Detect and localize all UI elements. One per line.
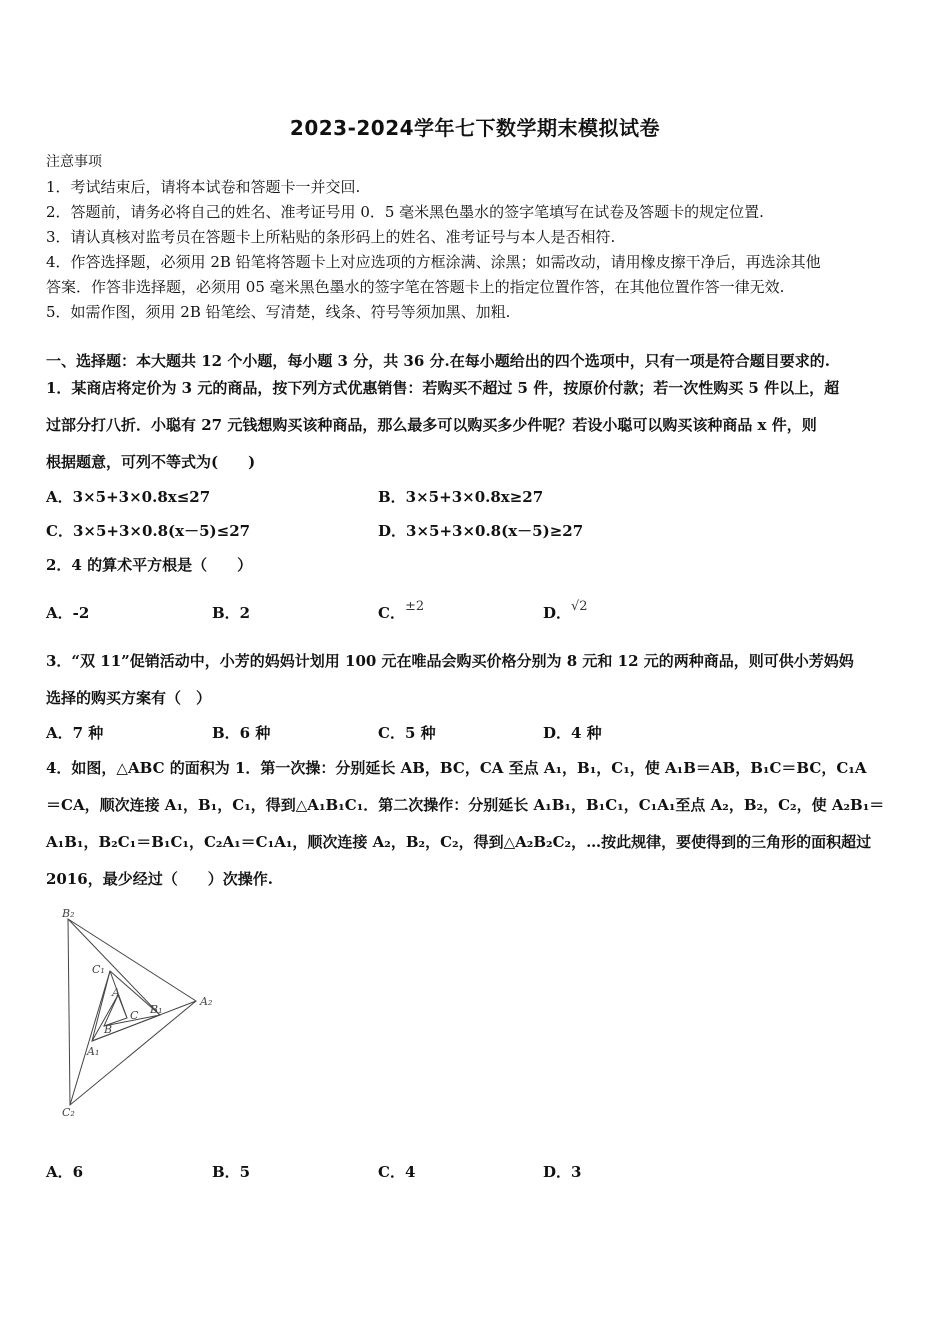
q2-option-b: B．2 [212,604,251,622]
q2-option-c [378,599,425,623]
q3-option-c: C．5 种 [378,724,436,742]
notice-item: 1．考试结束后，请将本试卷和答题卡一并交回. [46,178,361,196]
notice-item: 3．请认真核对监考员在答题卡上所粘贴的条形码上的姓名、准考证号与本人是否相符. [46,228,616,246]
q3-stem-line: 3．“双 11”促销活动中，小芳的妈妈计划用 100 元在唯品会购买价格分别为 8 元和 12 元的两种商品，则可供小芳妈妈 [46,652,854,670]
label-c2: C₂ [62,1106,75,1119]
notice-item: 4．作答选择题，必须用 2B 铅笔将答题卡上对应选项的方框涂满、涂黑；如需改动，请用橡皮擦干净后，再选涂其他 [46,253,821,271]
notice-item: 5．如需作图，须用 2B 铅笔绘、写清楚，线条、符号等须加黑、加粗. [46,303,511,321]
label-a: A [112,986,120,999]
q4-option-d: D．3 [543,1163,582,1181]
notice-item: 答案．作答非选择题，必须用 05 毫米黑色墨水的签字笔在答题卡上的指定位置作答，在其他位置作答一律无效. [46,278,785,296]
q4-stem-line: 4．如图，△ABC 的面积为 1．第一次操：分别延长 AB，BC，CA 至点 A₁，B₁，C₁，使 A₁B＝AB，B₁C＝BC，C₁A [46,759,867,777]
q4-option-b: B．5 [212,1163,251,1181]
q4-option-c: C．4 [378,1163,416,1181]
label-b: B [104,1023,113,1036]
q3-option-b: B．6 种 [212,724,271,742]
q1-stem-line: 过部分打八折．小聪有 27 元钱想购买该种商品，那么最多可以购买多少件呢？若设小聪可以购买该种商品 x 件，则 [46,416,817,434]
label-a1: A₁ [87,1045,100,1058]
q4-stem-line: 2016，最少经过（ ）次操作. [46,870,273,888]
label-a2: A₂ [200,995,213,1008]
q2-option-d-label: D． [543,604,572,622]
q1-option-b: B．3×5+3×0.8x≥27 [378,488,544,506]
q1-option-c: C．3×5+3×0.8(x－5)≤27 [46,522,251,540]
label-c: C [130,1009,139,1022]
q4-option-a: A．6 [46,1163,84,1181]
triangle-figure [50,905,230,1120]
q2-option-d [543,599,588,623]
notice-item: 2．答题前，请务必将自己的姓名、准考证号用 0．5 毫米黑色墨水的签字笔填写在试卷及答题卡的规定位置. [46,203,764,221]
q2-stem: 2．4 的算术平方根是（ ） [46,556,253,574]
q1-option-a: A．3×5+3×0.8x≤27 [46,488,211,506]
section-heading: 一、选择题：本大题共 12 个小题，每小题 3 分，共 36 分.在每小题给出的四个选项中，只有一项是符合题目要求的. [46,352,830,370]
q3-option-d: D．4 种 [543,724,602,742]
q4-stem-line: A₁B₁，B₂C₁＝B₁C₁，C₂A₁＝C₁A₁，顺次连接 A₂，B₂，C₂，得到△A₂B₂C₂，…按此规律，要使得到的三角形的面积超过 [46,833,872,851]
q2-option-c-label: C． [378,604,405,622]
q1-stem-line: 1．某商店将定价为 3 元的商品，按下列方式优惠销售：若购买不超过 5 件，按原价付款；若一次性购买 5 件以上，超 [46,379,840,397]
label-b1: B₁ [150,1003,163,1016]
page-title: 2023-2024学年七下数学期末模拟试卷 [289,116,661,140]
q4-stem-line: ＝CA，顺次连接 A₁，B₁，C₁，得到△A₁B₁C₁．第二次操作：分别延长 A₁B₁，B₁C₁，C₁A₁至点 A₂，B₂，C₂，使 A₂B₁＝ [46,796,885,814]
q1-option-d: D．3×5+3×0.8(x－5)≥27 [378,522,584,540]
q3-option-a: A．7 种 [46,724,104,742]
q1-stem-line: 根据题意，可列不等式为( ) [46,453,256,471]
q2-option-a: A．-2 [46,604,90,622]
label-b2: B₂ [62,907,75,920]
q2-option-c-value: ±2 [404,599,425,614]
q2-option-d-value: √2 [571,599,588,614]
q3-stem-line: 选择的购买方案有（ ） [46,689,212,707]
label-c1: C₁ [92,963,105,976]
notice-heading: 注意事项 [46,154,102,170]
